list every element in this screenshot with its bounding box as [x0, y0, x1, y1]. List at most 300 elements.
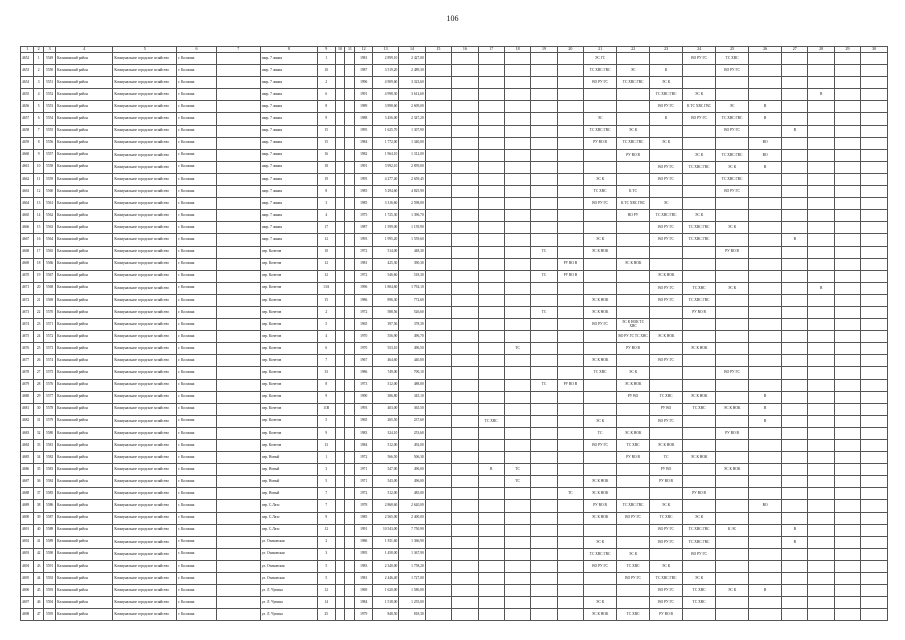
work-mark: ВО РУ ГС — [650, 294, 683, 306]
empty-cell — [650, 306, 683, 318]
row-number: 4688 — [21, 488, 34, 500]
living-area: 1 396,70 — [399, 210, 425, 222]
district-name: Калининский район — [56, 270, 113, 282]
city-name: г. Коломна — [177, 149, 217, 161]
empty-cell — [345, 476, 355, 488]
work-mark: ЭС К НОК — [584, 246, 617, 258]
empty-cell — [749, 198, 782, 210]
organization-name: Коммунальное городское хозяйство — [113, 113, 177, 125]
row-number: 4696 — [21, 585, 34, 597]
empty-cell — [425, 415, 451, 427]
empty-cell — [335, 464, 345, 476]
column-number: 13 — [372, 47, 398, 53]
column-number: 29 — [834, 47, 860, 53]
street-name: ул. Очаковская — [260, 548, 317, 560]
house-number: 9 — [317, 113, 335, 125]
total-area: 5 294,60 — [372, 186, 398, 198]
empty-cell — [557, 234, 583, 246]
row-number: 4655 — [21, 89, 34, 101]
empty-cell — [345, 125, 355, 137]
total-area: 3 456,00 — [372, 113, 398, 125]
empty-cell — [782, 452, 808, 464]
empty-cell — [749, 270, 782, 282]
work-mark: ТС ХВС ГВС — [716, 149, 749, 161]
district-name: Калининский район — [56, 331, 113, 343]
empty-cell — [749, 186, 782, 198]
city-name: г. Коломна — [177, 125, 217, 137]
street-name: ул. Очаковская — [260, 560, 317, 572]
empty-cell — [584, 403, 617, 415]
empty-cell — [452, 512, 478, 524]
empty-cell — [861, 343, 888, 355]
build-year: 1991 — [355, 161, 373, 173]
organization-name: Коммунальное городское хозяйство — [113, 65, 177, 77]
empty-cell — [478, 149, 504, 161]
total-area: 4 998,30 — [372, 89, 398, 101]
empty-cell — [504, 560, 530, 572]
column-number: 16 — [452, 47, 478, 53]
empty-cell — [425, 560, 451, 572]
empty-cell — [345, 536, 355, 548]
work-mark: К — [650, 65, 683, 77]
empty-cell — [617, 403, 650, 415]
row-index: 31 — [34, 415, 44, 427]
empty-cell — [531, 548, 557, 560]
empty-cell — [557, 391, 583, 403]
empty-cell — [749, 427, 782, 439]
work-mark: В — [749, 391, 782, 403]
total-area: 1 995,20 — [372, 234, 398, 246]
work-mark: РУ ВО — [650, 464, 683, 476]
empty-cell — [808, 427, 834, 439]
empty-cell — [557, 149, 583, 161]
empty-cell — [425, 282, 451, 294]
building-id: 5580 — [44, 427, 56, 439]
city-name: г. Коломна — [177, 500, 217, 512]
building-id: 5574 — [44, 355, 56, 367]
house-number: 4 — [317, 331, 335, 343]
empty-cell — [557, 597, 583, 609]
building-id: 5593 — [44, 585, 56, 597]
build-year: 1981 — [355, 53, 373, 65]
empty-cell — [861, 77, 888, 89]
empty-cell — [478, 609, 504, 621]
empty-cell — [834, 113, 860, 125]
empty-cell — [335, 585, 345, 597]
table-row — [21, 198, 888, 210]
empty-cell — [716, 270, 749, 282]
empty-cell — [749, 246, 782, 258]
row-index: 4 — [34, 89, 44, 101]
work-mark: ВО РУ ГС — [650, 415, 683, 427]
empty-cell — [834, 137, 860, 149]
empty-cell — [808, 258, 834, 270]
empty-cell — [531, 258, 557, 270]
empty-cell — [335, 597, 345, 609]
empty-cell — [617, 488, 650, 500]
empty-cell — [782, 391, 808, 403]
empty-cell — [531, 137, 557, 149]
total-area: 1 964,10 — [372, 149, 398, 161]
empty-cell — [861, 234, 888, 246]
city-name: г. Коломна — [177, 210, 217, 222]
empty-cell — [452, 210, 478, 222]
empty-cell — [617, 415, 650, 427]
column-number: 24 — [683, 47, 716, 53]
empty-cell — [504, 210, 530, 222]
empty-cell — [617, 89, 650, 101]
empty-cell — [617, 282, 650, 294]
building-id: 5562 — [44, 210, 56, 222]
work-mark: ВО — [749, 500, 782, 512]
empty-cell — [478, 440, 504, 452]
empty-cell — [808, 77, 834, 89]
empty-cell — [557, 609, 583, 621]
total-area: 1 625,70 — [372, 125, 398, 137]
empty-cell — [617, 597, 650, 609]
building-id: 5556 — [44, 137, 56, 149]
empty-cell — [861, 270, 888, 282]
empty-cell — [452, 77, 478, 89]
build-year: 1984 — [355, 137, 373, 149]
empty-cell — [557, 186, 583, 198]
empty-cell — [425, 89, 451, 101]
living-area: 448,30 — [399, 246, 425, 258]
empty-cell — [808, 464, 834, 476]
district-name: Калининский район — [56, 536, 113, 548]
empty-cell — [504, 355, 530, 367]
empty-cell — [749, 560, 782, 572]
empty-cell — [504, 89, 530, 101]
empty-cell — [861, 319, 888, 331]
empty-cell — [557, 367, 583, 379]
total-area: 2 899,10 — [372, 53, 398, 65]
empty-cell — [425, 246, 451, 258]
empty-cell — [335, 343, 345, 355]
empty-cell — [452, 548, 478, 560]
table-row — [21, 355, 888, 367]
empty-cell — [749, 536, 782, 548]
street-name: пер. Кочетов — [260, 258, 317, 270]
empty-cell — [452, 355, 478, 367]
building-id: 5583 — [44, 464, 56, 476]
house-number: 12 — [317, 234, 335, 246]
row-index: 15 — [34, 222, 44, 234]
empty-cell — [478, 137, 504, 149]
empty-cell — [504, 573, 530, 585]
empty-cell — [782, 476, 808, 488]
empty-cell — [557, 319, 583, 331]
district-name: Калининский район — [56, 186, 113, 198]
build-year: 1996 — [355, 77, 373, 89]
city-name: г. Коломна — [177, 597, 217, 609]
build-year: 1971 — [355, 476, 373, 488]
district-name: Калининский район — [56, 415, 113, 427]
work-mark: ТС ХВС — [683, 597, 716, 609]
empty-cell — [861, 210, 888, 222]
build-year: 1986 — [355, 367, 373, 379]
living-area: 526,60 — [399, 306, 425, 318]
empty-cell — [452, 101, 478, 113]
empty-cell — [335, 548, 345, 560]
build-year: 1986 — [355, 294, 373, 306]
work-mark: ТС ХВС ГВС — [683, 294, 716, 306]
empty-cell — [749, 234, 782, 246]
work-mark: В — [749, 113, 782, 125]
empty-cell — [335, 222, 345, 234]
city-name: г. Коломна — [177, 306, 217, 318]
empty-cell — [216, 89, 260, 101]
street-name: пер. Кочетов — [260, 319, 317, 331]
row-index: 23 — [34, 319, 44, 331]
total-area: 3 992,10 — [372, 161, 398, 173]
empty-cell — [808, 294, 834, 306]
empty-cell — [861, 585, 888, 597]
empty-cell — [335, 512, 345, 524]
row-number: 4658 — [21, 125, 34, 137]
empty-cell — [782, 198, 808, 210]
empty-cell — [834, 246, 860, 258]
living-area: 772,60 — [399, 294, 425, 306]
building-id: 5561 — [44, 198, 56, 210]
work-mark: ВО РУ ГС — [650, 524, 683, 536]
empty-cell — [452, 125, 478, 137]
empty-cell — [504, 173, 530, 185]
empty-cell — [531, 536, 557, 548]
empty-cell — [749, 306, 782, 318]
empty-cell — [782, 319, 808, 331]
district-name: Калининский район — [56, 125, 113, 137]
street-name: пер. Кочетов — [260, 282, 317, 294]
empty-cell — [504, 113, 530, 125]
empty-cell — [861, 379, 888, 391]
work-mark: ТС ХВС ГВС — [617, 137, 650, 149]
empty-cell — [425, 512, 451, 524]
empty-cell — [584, 343, 617, 355]
empty-cell — [452, 391, 478, 403]
empty-cell — [834, 125, 860, 137]
street-name: шир. 7 линия — [260, 234, 317, 246]
empty-cell — [861, 149, 888, 161]
total-area: 324,10 — [372, 427, 398, 439]
empty-cell — [749, 464, 782, 476]
district-name: Калининский район — [56, 476, 113, 488]
building-id: 5554 — [44, 113, 56, 125]
empty-cell — [345, 258, 355, 270]
empty-cell — [782, 403, 808, 415]
empty-cell — [452, 500, 478, 512]
work-mark: ТС ХВС ГВС — [617, 500, 650, 512]
table-row — [21, 512, 888, 524]
empty-cell — [531, 500, 557, 512]
empty-cell — [650, 125, 683, 137]
empty-cell — [808, 573, 834, 585]
house-number: 5 — [317, 476, 335, 488]
city-name: г. Коломна — [177, 548, 217, 560]
empty-cell — [425, 161, 451, 173]
total-area: 3 898,60 — [372, 101, 398, 113]
house-number: 12 — [317, 270, 335, 282]
empty-cell — [834, 464, 860, 476]
empty-cell — [531, 524, 557, 536]
empty-cell — [504, 234, 530, 246]
building-id: 5551 — [44, 77, 56, 89]
empty-cell — [808, 488, 834, 500]
row-index: 38 — [34, 500, 44, 512]
build-year: 1983 — [355, 427, 373, 439]
work-mark: ВО РУ ГС — [650, 161, 683, 173]
living-area: 496,00 — [399, 476, 425, 488]
empty-cell — [861, 113, 888, 125]
district-name: Калининский район — [56, 222, 113, 234]
row-index: 6 — [34, 113, 44, 125]
empty-cell — [425, 306, 451, 318]
table-row — [21, 560, 888, 572]
build-year: 1969 — [355, 585, 373, 597]
empty-cell — [617, 585, 650, 597]
row-number: 4685 — [21, 452, 34, 464]
build-year: 1988 — [355, 113, 373, 125]
empty-cell — [716, 355, 749, 367]
empty-cell — [531, 113, 557, 125]
empty-cell — [504, 500, 530, 512]
house-number: 11В — [317, 403, 335, 415]
empty-cell — [861, 198, 888, 210]
house-number: 6 — [317, 89, 335, 101]
empty-cell — [425, 573, 451, 585]
empty-cell — [216, 415, 260, 427]
empty-cell — [808, 198, 834, 210]
table-row — [21, 585, 888, 597]
work-mark: ЭС К — [716, 585, 749, 597]
empty-cell — [504, 294, 530, 306]
building-id: 5557 — [44, 149, 56, 161]
empty-cell — [216, 476, 260, 488]
empty-cell — [617, 306, 650, 318]
work-mark: РУ ВО В — [650, 609, 683, 621]
building-id: 5563 — [44, 222, 56, 234]
empty-cell — [861, 367, 888, 379]
work-mark: ТС ХВС — [716, 53, 749, 65]
table-row — [21, 101, 888, 113]
building-id: 5591 — [44, 560, 56, 572]
work-mark: ВО РУ ГС — [617, 512, 650, 524]
work-mark: ЭС К НОК — [584, 294, 617, 306]
column-number: 12 — [355, 47, 373, 53]
empty-cell — [216, 403, 260, 415]
empty-cell — [808, 113, 834, 125]
empty-cell — [345, 270, 355, 282]
empty-cell — [216, 234, 260, 246]
empty-cell — [452, 270, 478, 282]
empty-cell — [834, 573, 860, 585]
work-mark: ТС ХВС ГВС — [683, 234, 716, 246]
organization-name: Коммунальное городское хозяйство — [113, 415, 177, 427]
total-area: 403,00 — [372, 403, 398, 415]
table-row — [21, 391, 888, 403]
empty-cell — [808, 270, 834, 282]
street-name: пер. С.Лазо — [260, 512, 317, 524]
empty-cell — [716, 319, 749, 331]
empty-cell — [478, 573, 504, 585]
empty-cell — [557, 343, 583, 355]
empty-cell — [716, 452, 749, 464]
empty-cell — [716, 609, 749, 621]
street-name: ул. Л. Чупина — [260, 585, 317, 597]
empty-cell — [504, 53, 530, 65]
work-mark: ЭС К — [584, 597, 617, 609]
empty-cell — [335, 113, 345, 125]
empty-cell — [834, 282, 860, 294]
empty-cell — [216, 258, 260, 270]
empty-cell — [808, 379, 834, 391]
city-name: г. Коломна — [177, 89, 217, 101]
work-mark: ТС ХВС ГВС — [683, 536, 716, 548]
empty-cell — [808, 548, 834, 560]
empty-cell — [425, 210, 451, 222]
living-area: 700,10 — [399, 367, 425, 379]
organization-name: Коммунальное городское хозяйство — [113, 367, 177, 379]
empty-cell — [531, 101, 557, 113]
empty-cell — [557, 222, 583, 234]
table-row — [21, 161, 888, 173]
table-row — [21, 476, 888, 488]
district-name: Калининский район — [56, 210, 113, 222]
empty-cell — [683, 500, 716, 512]
table-row — [21, 258, 888, 270]
build-year: 1979 — [355, 609, 373, 621]
work-mark: ВО РУ ГС — [584, 198, 617, 210]
table-row — [21, 367, 888, 379]
empty-cell — [345, 306, 355, 318]
work-mark: ЭС ГС — [584, 53, 617, 65]
empty-cell — [335, 77, 345, 89]
empty-cell — [557, 173, 583, 185]
empty-cell — [216, 343, 260, 355]
organization-name: Коммунальное городское хозяйство — [113, 198, 177, 210]
column-number: 3 — [44, 47, 56, 53]
empty-cell — [557, 101, 583, 113]
empty-cell — [425, 149, 451, 161]
work-mark: ЭС К — [650, 500, 683, 512]
empty-cell — [335, 125, 345, 137]
total-area: 514,00 — [372, 246, 398, 258]
empty-cell — [216, 246, 260, 258]
building-id: 5581 — [44, 440, 56, 452]
organization-name: Коммунальное городское хозяйство — [113, 210, 177, 222]
work-mark: ЭС К НОК — [584, 355, 617, 367]
empty-cell — [504, 536, 530, 548]
empty-cell — [478, 65, 504, 77]
empty-cell — [683, 258, 716, 270]
empty-cell — [531, 560, 557, 572]
city-name: г. Коломна — [177, 403, 217, 415]
empty-cell — [425, 101, 451, 113]
organization-name: Коммунальное городское хозяйство — [113, 500, 177, 512]
work-mark: ВО РУ ГС — [650, 173, 683, 185]
street-name: шир. 7 линия — [260, 161, 317, 173]
table-row — [21, 464, 888, 476]
work-mark: ЭС К НОК — [683, 343, 716, 355]
empty-cell — [861, 53, 888, 65]
work-mark: ТС ХВС ГВС — [716, 173, 749, 185]
empty-cell — [425, 367, 451, 379]
living-area: 2 598,00 — [399, 198, 425, 210]
empty-cell — [861, 258, 888, 270]
empty-cell — [504, 331, 530, 343]
organization-name: Коммунальное городское хозяйство — [113, 548, 177, 560]
work-mark: ТС ХВС ГВС — [584, 548, 617, 560]
